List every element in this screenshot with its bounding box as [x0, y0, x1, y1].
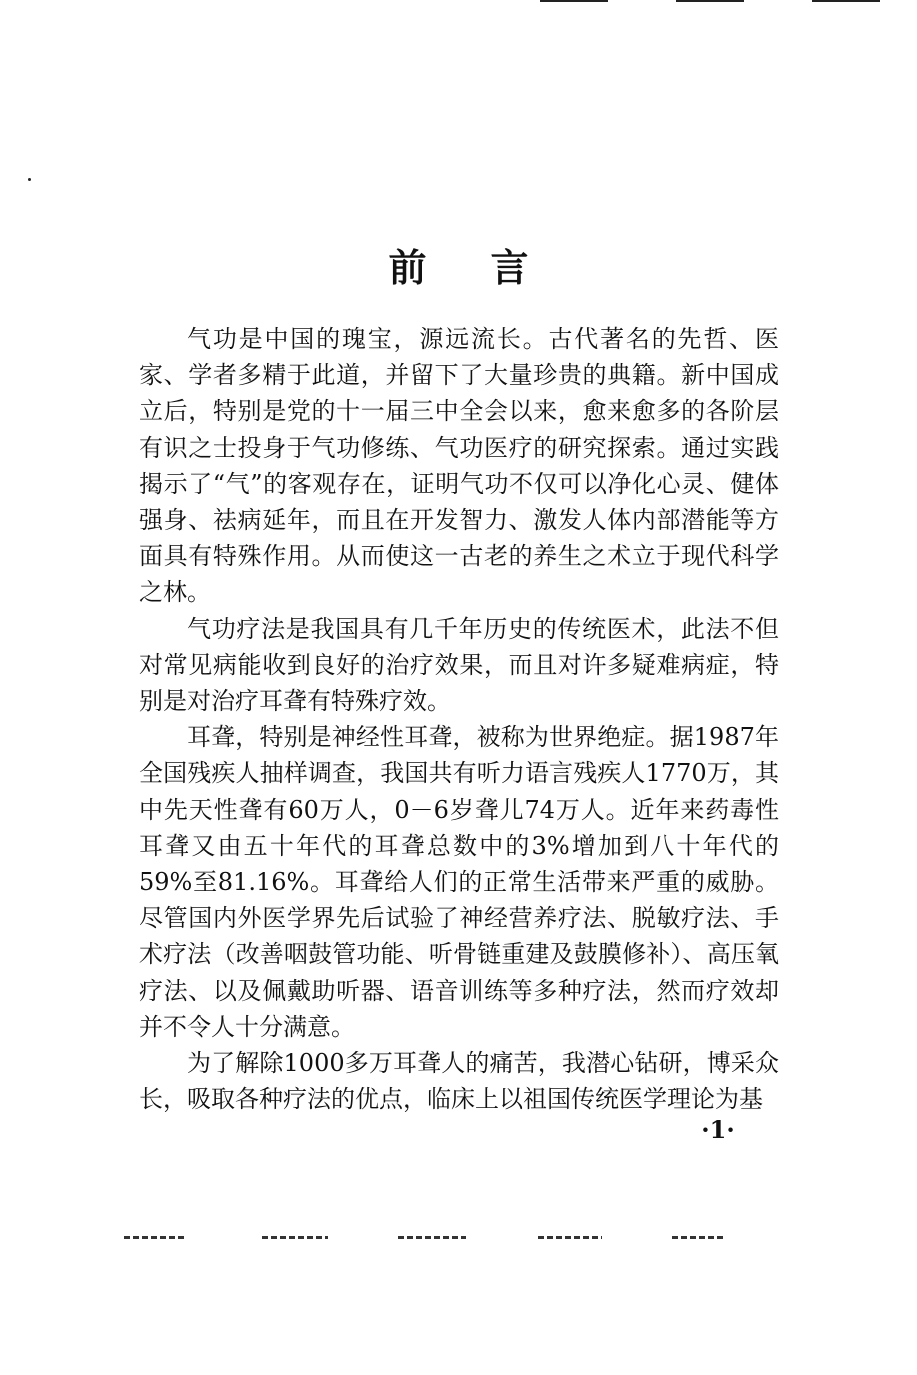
scan-artifact-bottom-3 — [398, 1236, 466, 1239]
scan-artifact-top-1 — [540, 0, 608, 2]
scan-artifact-bottom-2 — [262, 1236, 328, 1239]
scan-artifact-bottom-1 — [124, 1236, 186, 1239]
scan-artifact-top-2 — [676, 0, 744, 2]
paragraph-3: 耳聋，特别是神经性耳聋，被称为世界绝症。据1987年全国残疾人抽样调查，我国共有听力语言残疾人1770万，其中先天性聋有60万人，0－6岁聋儿74万人。近年来药毒性耳聋又由五十年代的耳聋总数中的3%增加到八十年代的59%至81.16%。耳聋给人们的正常生活带来严重的威胁。尽管国内外医学界先后试验了神经营养疗法、脱敏疗法、手术疗法（改善咽鼓管功能、听骨链重建及鼓膜修补）、高压氧疗法、以及佩戴助听器、语音训练等多种疗法，然而疗效却并不令人十分满意。 — [139, 723, 779, 1041]
paragraph-1: 气功是中国的瑰宝，源远流长。古代著名的先哲、医家、学者多精于此道，并留下了大量珍贵的典籍。新中国成立后，特别是党的十一届三中全会以来，愈来愈多的各阶层有识之士投身于气功修练、气功医疗的研究探索。通过实践揭示了“气”的客观存在，证明气功不仅可以净化心灵、健体强身、祛病延年，而且在开发智力、激发人体内部潜能等方面具有特殊作用。从而使这一古老的养生之术立于现代科学之林。 — [139, 325, 779, 607]
scan-artifact-top-3 — [812, 0, 880, 2]
scan-artifact-bottom-5 — [672, 1236, 724, 1239]
page-number: ·1· — [701, 1115, 735, 1144]
paragraph-2: 气功疗法是我国具有几千年历史的传统医术，此法不但对常见病能收到良好的治疗效果，而且对许多疑难病症，特别是对治疗耳聋有特殊疗效。 — [139, 614, 779, 716]
scan-artifact-bottom-4 — [538, 1236, 602, 1239]
paragraph-4: 为了解除1000多万耳聋人的痛苦，我潜心钻研，博采众长，吸取各种疗法的优点，临床上以祖国传统医学理论为基 — [139, 1049, 779, 1114]
page-title: 前言 — [388, 246, 593, 290]
scan-artifact-dot — [28, 178, 31, 181]
body-text — [139, 321, 779, 1117]
